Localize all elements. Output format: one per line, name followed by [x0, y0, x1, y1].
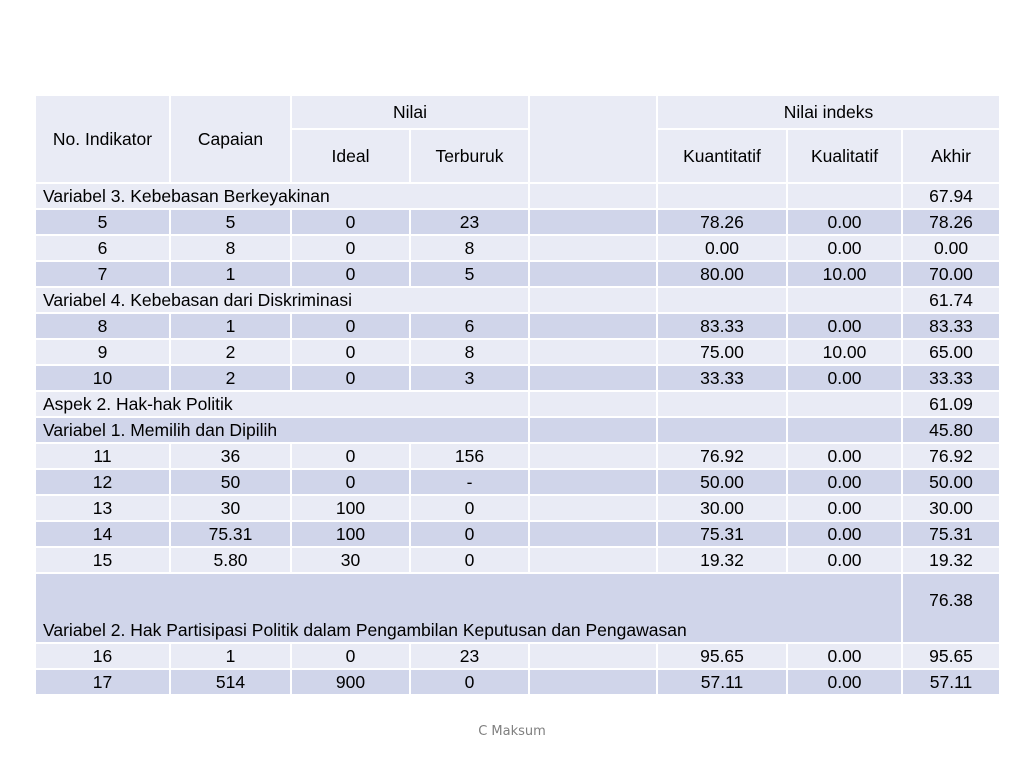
cell-kuantitatif: 80.00 — [657, 261, 787, 287]
section-blank-cell — [529, 417, 657, 443]
cell-blank — [529, 643, 657, 669]
cell-akhir: 57.11 — [902, 669, 1000, 695]
cell-no-indikator: 8 — [35, 313, 170, 339]
section-blank-cell — [787, 391, 902, 417]
cell-ideal: 0 — [291, 313, 410, 339]
section-blank-cell — [657, 287, 787, 313]
section-blank-cell — [529, 287, 657, 313]
cell-ideal: 0 — [291, 443, 410, 469]
cell-akhir: 50.00 — [902, 469, 1000, 495]
cell-capaian: 5 — [170, 209, 291, 235]
cell-kualitatif: 10.00 — [787, 261, 902, 287]
header-blank — [529, 95, 657, 183]
cell-akhir: 78.26 — [902, 209, 1000, 235]
cell-kuantitatif: 30.00 — [657, 495, 787, 521]
cell-no-indikator: 14 — [35, 521, 170, 547]
header-kualitatif: Kualitatif — [787, 129, 902, 183]
table-row — [35, 209, 1000, 235]
header-terburuk: Terburuk — [410, 129, 529, 183]
section-akhir: 76.38 — [902, 573, 1000, 643]
cell-blank — [529, 313, 657, 339]
section-row — [35, 183, 1000, 209]
cell-no-indikator: 5 — [35, 209, 170, 235]
cell-blank — [529, 209, 657, 235]
footer-author: C Maksum — [478, 724, 546, 739]
cell-ideal: 100 — [291, 495, 410, 521]
cell-kualitatif: 0.00 — [787, 313, 902, 339]
header-nilai: Nilai — [291, 95, 529, 129]
header-no-indikator: No. Indikator — [35, 95, 170, 183]
header-capaian: Capaian — [170, 95, 291, 183]
table-row — [35, 669, 1000, 695]
cell-terburuk: 5 — [410, 261, 529, 287]
section-row — [35, 417, 1000, 443]
header-akhir: Akhir — [902, 129, 1000, 183]
section-title: Aspek 2. Hak-hak Politik — [35, 391, 529, 417]
cell-ideal: 0 — [291, 365, 410, 391]
section-blank-cell — [657, 183, 787, 209]
cell-blank — [529, 469, 657, 495]
cell-ideal: 30 — [291, 547, 410, 573]
cell-akhir: 0.00 — [902, 235, 1000, 261]
cell-capaian: 2 — [170, 339, 291, 365]
cell-kualitatif: 0.00 — [787, 235, 902, 261]
section-akhir: 61.74 — [902, 287, 1000, 313]
table-body — [35, 95, 1000, 695]
cell-ideal: 100 — [291, 521, 410, 547]
cell-kualitatif: 0.00 — [787, 443, 902, 469]
cell-kualitatif: 0.00 — [787, 495, 902, 521]
cell-ideal: 0 — [291, 261, 410, 287]
cell-terburuk: 8 — [410, 235, 529, 261]
cell-capaian: 1 — [170, 643, 291, 669]
cell-blank — [529, 235, 657, 261]
cell-kualitatif: 10.00 — [787, 339, 902, 365]
section-title: Variabel 4. Kebebasan dari Diskriminasi — [35, 287, 529, 313]
cell-kuantitatif: 33.33 — [657, 365, 787, 391]
cell-blank — [529, 261, 657, 287]
table-row — [35, 443, 1000, 469]
header-ideal: Ideal — [291, 129, 410, 183]
cell-capaian: 36 — [170, 443, 291, 469]
cell-kuantitatif: 0.00 — [657, 235, 787, 261]
cell-terburuk: - — [410, 469, 529, 495]
cell-akhir: 70.00 — [902, 261, 1000, 287]
cell-kuantitatif: 78.26 — [657, 209, 787, 235]
cell-kuantitatif: 57.11 — [657, 669, 787, 695]
section-blank-cell — [657, 417, 787, 443]
section-akhir: 67.94 — [902, 183, 1000, 209]
table-row — [35, 313, 1000, 339]
cell-kuantitatif: 19.32 — [657, 547, 787, 573]
cell-no-indikator: 7 — [35, 261, 170, 287]
table-row — [35, 339, 1000, 365]
section-row — [35, 287, 1000, 313]
section-title: Variabel 2. Hak Partisipasi Politik dalam Pengambilan Keputusan dan Pengawasan — [35, 573, 902, 643]
cell-terburuk: 0 — [410, 521, 529, 547]
header-kuantitatif: Kuantitatif — [657, 129, 787, 183]
cell-akhir: 65.00 — [902, 339, 1000, 365]
section-blank-cell — [657, 391, 787, 417]
cell-ideal: 0 — [291, 469, 410, 495]
cell-akhir: 75.31 — [902, 521, 1000, 547]
table-row — [35, 235, 1000, 261]
cell-kuantitatif: 95.65 — [657, 643, 787, 669]
table-row — [35, 365, 1000, 391]
cell-ideal: 0 — [291, 643, 410, 669]
cell-kuantitatif: 75.00 — [657, 339, 787, 365]
cell-no-indikator: 6 — [35, 235, 170, 261]
cell-no-indikator: 17 — [35, 669, 170, 695]
cell-kualitatif: 0.00 — [787, 547, 902, 573]
cell-no-indikator: 12 — [35, 469, 170, 495]
cell-akhir: 30.00 — [902, 495, 1000, 521]
cell-ideal: 0 — [291, 235, 410, 261]
cell-capaian: 30 — [170, 495, 291, 521]
table-row — [35, 643, 1000, 669]
table-row — [35, 261, 1000, 287]
table-row — [35, 547, 1000, 573]
cell-capaian: 5.80 — [170, 547, 291, 573]
cell-blank — [529, 521, 657, 547]
header-nilai-indeks: Nilai indeks — [657, 95, 1000, 129]
cell-no-indikator: 10 — [35, 365, 170, 391]
cell-akhir: 76.92 — [902, 443, 1000, 469]
cell-ideal: 0 — [291, 209, 410, 235]
cell-kualitatif: 0.00 — [787, 669, 902, 695]
section-blank-cell — [787, 287, 902, 313]
cell-blank — [529, 495, 657, 521]
cell-terburuk: 23 — [410, 643, 529, 669]
cell-kualitatif: 0.00 — [787, 643, 902, 669]
header-row-1 — [35, 95, 1000, 129]
cell-capaian: 514 — [170, 669, 291, 695]
cell-capaian: 50 — [170, 469, 291, 495]
table-row — [35, 469, 1000, 495]
cell-capaian: 1 — [170, 261, 291, 287]
cell-no-indikator: 16 — [35, 643, 170, 669]
section-row — [35, 391, 1000, 417]
cell-akhir: 95.65 — [902, 643, 1000, 669]
cell-no-indikator: 15 — [35, 547, 170, 573]
cell-terburuk: 156 — [410, 443, 529, 469]
cell-capaian: 8 — [170, 235, 291, 261]
section-blank-cell — [529, 391, 657, 417]
cell-kuantitatif: 83.33 — [657, 313, 787, 339]
cell-kualitatif: 0.00 — [787, 521, 902, 547]
cell-ideal: 0 — [291, 339, 410, 365]
cell-blank — [529, 339, 657, 365]
section-title: Variabel 3. Kebebasan Berkeyakinan — [35, 183, 529, 209]
section-blank-cell — [787, 183, 902, 209]
table-row — [35, 521, 1000, 547]
cell-kualitatif: 0.00 — [787, 209, 902, 235]
cell-kuantitatif: 76.92 — [657, 443, 787, 469]
section-title: Variabel 1. Memilih dan Dipilih — [35, 417, 529, 443]
cell-akhir: 83.33 — [902, 313, 1000, 339]
cell-no-indikator: 11 — [35, 443, 170, 469]
cell-blank — [529, 669, 657, 695]
cell-no-indikator: 13 — [35, 495, 170, 521]
cell-terburuk: 0 — [410, 547, 529, 573]
cell-blank — [529, 547, 657, 573]
cell-akhir: 33.33 — [902, 365, 1000, 391]
cell-terburuk: 23 — [410, 209, 529, 235]
cell-terburuk: 0 — [410, 669, 529, 695]
cell-kualitatif: 0.00 — [787, 365, 902, 391]
cell-blank — [529, 443, 657, 469]
section-akhir: 61.09 — [902, 391, 1000, 417]
cell-kualitatif: 0.00 — [787, 469, 902, 495]
cell-ideal: 900 — [291, 669, 410, 695]
section-blank-cell — [529, 183, 657, 209]
cell-terburuk: 3 — [410, 365, 529, 391]
section-row — [35, 573, 1000, 643]
cell-terburuk: 8 — [410, 339, 529, 365]
cell-capaian: 1 — [170, 313, 291, 339]
cell-kuantitatif: 75.31 — [657, 521, 787, 547]
cell-capaian: 2 — [170, 365, 291, 391]
cell-capaian: 75.31 — [170, 521, 291, 547]
table-row — [35, 495, 1000, 521]
section-blank-cell — [787, 417, 902, 443]
cell-terburuk: 0 — [410, 495, 529, 521]
cell-akhir: 19.32 — [902, 547, 1000, 573]
indicator-table — [34, 94, 1001, 696]
section-akhir: 45.80 — [902, 417, 1000, 443]
cell-terburuk: 6 — [410, 313, 529, 339]
cell-blank — [529, 365, 657, 391]
cell-kuantitatif: 50.00 — [657, 469, 787, 495]
cell-no-indikator: 9 — [35, 339, 170, 365]
